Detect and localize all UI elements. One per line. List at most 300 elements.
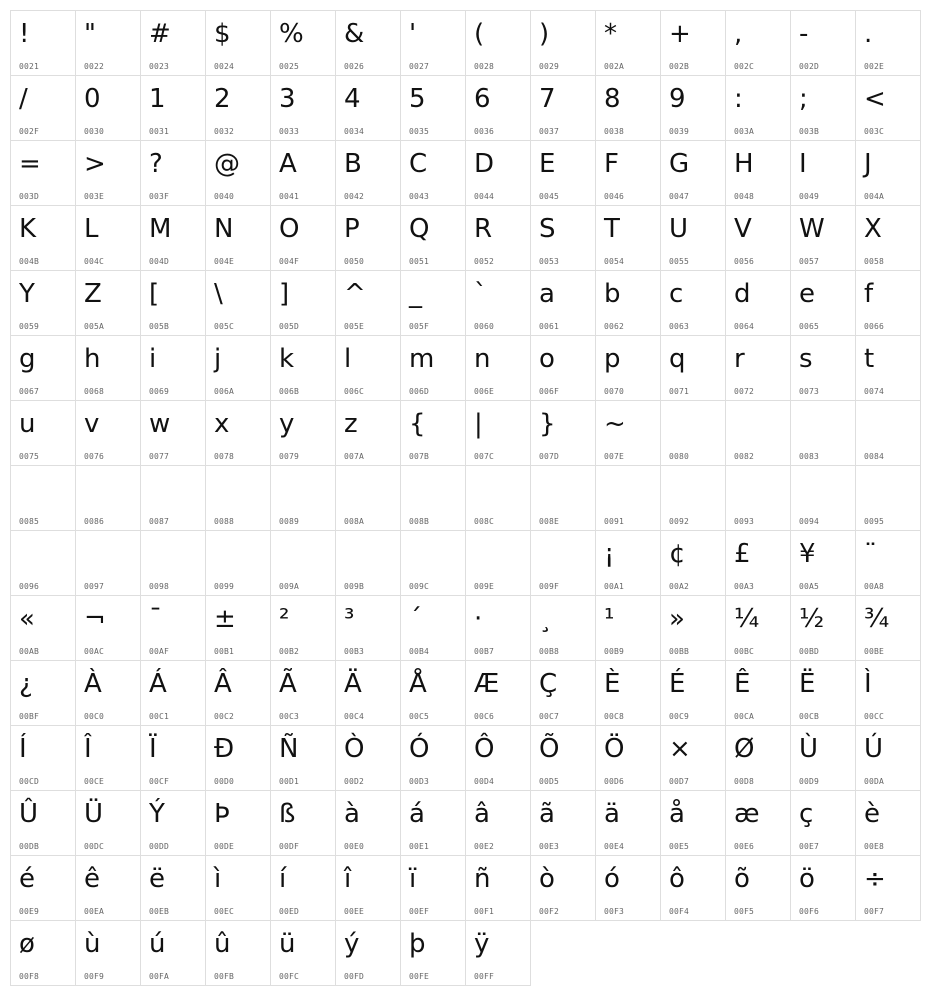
- glyph-codepoint: 0046: [604, 192, 625, 201]
- glyph-cell: [660, 855, 726, 921]
- glyph-character: ö: [799, 864, 815, 894]
- glyph-cell: [790, 855, 856, 921]
- glyph-codepoint: 0030: [84, 127, 105, 136]
- glyph-cell: [725, 140, 791, 206]
- glyph-cell: [660, 10, 726, 76]
- glyph-character: ³: [344, 604, 355, 634]
- glyph-cell: [205, 335, 271, 401]
- glyph-cell: [725, 10, 791, 76]
- glyph-cell: [855, 595, 921, 661]
- glyph-character: U: [669, 214, 689, 244]
- glyph-cell: [10, 205, 76, 271]
- glyph-codepoint: 0093: [734, 517, 755, 526]
- glyph-codepoint: 0031: [149, 127, 170, 136]
- glyph-codepoint: 0068: [84, 387, 105, 396]
- glyph-codepoint: 0032: [214, 127, 235, 136]
- glyph-character: ç: [799, 799, 814, 829]
- glyph-character: Ù: [799, 734, 819, 764]
- glyph-character: Ò: [344, 734, 365, 764]
- glyph-character: à: [344, 799, 360, 829]
- glyph-codepoint: 002C: [734, 62, 755, 71]
- glyph-cell: [595, 855, 661, 921]
- glyph-character: À: [84, 669, 102, 699]
- glyph-codepoint: 005E: [344, 322, 365, 331]
- glyph-codepoint: 00CF: [149, 777, 170, 786]
- glyph-character: ï: [409, 864, 417, 894]
- glyph-character: ~: [604, 409, 626, 439]
- glyph-codepoint: 00C6: [474, 712, 495, 721]
- glyph-character: «: [19, 604, 35, 634]
- glyph-codepoint: 00E4: [604, 842, 625, 851]
- glyph-cell: [205, 400, 271, 466]
- glyph-codepoint: 00B4: [409, 647, 430, 656]
- glyph-cell: [855, 205, 921, 271]
- glyph-character: }: [539, 409, 556, 439]
- glyph-cell: [530, 10, 596, 76]
- glyph-cell: [465, 465, 531, 531]
- glyph-character: C: [409, 149, 428, 179]
- glyph-codepoint: 002F: [19, 127, 40, 136]
- glyph-character: .: [864, 19, 873, 49]
- glyph-character: a: [539, 279, 555, 309]
- glyph-codepoint: 0043: [409, 192, 430, 201]
- glyph-cell: [725, 465, 791, 531]
- glyph-codepoint: 002A: [604, 62, 625, 71]
- glyph-character: û: [214, 929, 231, 959]
- glyph-character: Ú: [864, 734, 884, 764]
- glyph-character: e: [799, 279, 815, 309]
- glyph-character: ?: [149, 149, 163, 179]
- glyph-cell: [660, 270, 726, 336]
- glyph-character: Ñ: [279, 734, 299, 764]
- glyph-codepoint: 0075: [19, 452, 40, 461]
- glyph-character: å: [669, 799, 685, 829]
- glyph-character: D: [474, 149, 495, 179]
- glyph-codepoint: 007E: [604, 452, 625, 461]
- glyph-character: R: [474, 214, 493, 244]
- glyph-cell: [205, 660, 271, 726]
- glyph-character: X: [864, 214, 882, 244]
- glyph-cell: [400, 920, 466, 986]
- glyph-cell: [790, 530, 856, 596]
- glyph-cell: [335, 530, 401, 596]
- glyph-codepoint: 003B: [799, 127, 820, 136]
- glyph-character: n: [474, 344, 491, 374]
- glyph-cell: [790, 660, 856, 726]
- glyph-cell: [790, 595, 856, 661]
- glyph-codepoint: 00C4: [344, 712, 365, 721]
- glyph-character: `: [474, 279, 487, 309]
- glyph-codepoint: 00E9: [19, 907, 40, 916]
- glyph-codepoint: 003E: [84, 192, 105, 201]
- glyph-codepoint: 0071: [669, 387, 690, 396]
- glyph-codepoint: 00F1: [474, 907, 495, 916]
- glyph-codepoint: 0067: [19, 387, 40, 396]
- glyph-cell: [790, 140, 856, 206]
- glyph-character: Í: [19, 734, 27, 764]
- glyph-cell: [335, 270, 401, 336]
- glyph-character: 9: [669, 84, 686, 114]
- glyph-codepoint: 0026: [344, 62, 365, 71]
- glyph-character: 3: [279, 84, 296, 114]
- glyph-character: J: [864, 149, 872, 179]
- glyph-cell: [790, 10, 856, 76]
- glyph-codepoint: 00F2: [539, 907, 560, 916]
- glyph-cell: [400, 335, 466, 401]
- glyph-codepoint: 00CB: [799, 712, 820, 721]
- glyph-character: ): [539, 19, 550, 49]
- glyph-codepoint: 005A: [84, 322, 105, 331]
- glyph-cell: [790, 205, 856, 271]
- glyph-character: 2: [214, 84, 231, 114]
- glyph-cell: [465, 400, 531, 466]
- glyph-character: r: [734, 344, 745, 374]
- glyph-cell: [270, 465, 336, 531]
- glyph-cell: [205, 725, 271, 791]
- glyph-cell: [75, 335, 141, 401]
- glyph-cell: [140, 140, 206, 206]
- glyph-character: x: [214, 409, 230, 439]
- glyph-codepoint: 0091: [604, 517, 625, 526]
- glyph-codepoint: 00B9: [604, 647, 625, 656]
- glyph-cell: [855, 10, 921, 76]
- glyph-cell: [400, 530, 466, 596]
- glyph-cell: [270, 725, 336, 791]
- glyph-character: 4: [344, 84, 361, 114]
- glyph-cell: [75, 790, 141, 856]
- glyph-character: s: [799, 344, 813, 374]
- glyph-cell: [140, 595, 206, 661]
- glyph-cell: [205, 140, 271, 206]
- glyph-character: b: [604, 279, 621, 309]
- glyph-cell: [75, 10, 141, 76]
- glyph-character: Z: [84, 279, 102, 309]
- glyph-cell: [530, 335, 596, 401]
- glyph-cell: [140, 855, 206, 921]
- glyph-character: Ü: [84, 799, 104, 829]
- glyph-character: ÿ: [474, 929, 490, 959]
- glyph-cell: [335, 335, 401, 401]
- glyph-cell: [335, 595, 401, 661]
- glyph-codepoint: 00C0: [84, 712, 105, 721]
- glyph-character: f: [864, 279, 874, 309]
- glyph-character: ¢: [669, 539, 686, 569]
- glyph-codepoint: 00FD: [344, 972, 365, 981]
- glyph-codepoint: 0054: [604, 257, 625, 266]
- glyph-character: 8: [604, 84, 621, 114]
- glyph-codepoint: 00F4: [669, 907, 690, 916]
- glyph-codepoint: 003C: [864, 127, 885, 136]
- glyph-codepoint: 0080: [669, 452, 690, 461]
- glyph-codepoint: 0064: [734, 322, 755, 331]
- glyph-character: ¹: [604, 604, 615, 634]
- glyph-cell: [465, 595, 531, 661]
- glyph-codepoint: 00C5: [409, 712, 430, 721]
- glyph-cell: [790, 270, 856, 336]
- glyph-codepoint: 00D5: [539, 777, 560, 786]
- glyph-codepoint: 0065: [799, 322, 820, 331]
- glyph-cell: [790, 335, 856, 401]
- glyph-codepoint: 0096: [19, 582, 40, 591]
- glyph-codepoint: 0045: [539, 192, 560, 201]
- glyph-codepoint: 00E6: [734, 842, 755, 851]
- glyph-cell: [855, 465, 921, 531]
- glyph-codepoint: 0047: [669, 192, 690, 201]
- glyph-cell: [400, 855, 466, 921]
- glyph-codepoint: 00B1: [214, 647, 235, 656]
- glyph-character: T: [604, 214, 620, 244]
- glyph-character: [: [149, 279, 160, 309]
- glyph-codepoint: 0052: [474, 257, 495, 266]
- glyph-character: î: [344, 864, 352, 894]
- glyph-cell: [725, 530, 791, 596]
- glyph-cell: [725, 205, 791, 271]
- glyph-character: d: [734, 279, 751, 309]
- glyph-cell: [725, 75, 791, 141]
- glyph-cell: [530, 75, 596, 141]
- glyph-cell: [140, 10, 206, 76]
- glyph-cell: [400, 660, 466, 726]
- glyph-cell: [75, 725, 141, 791]
- glyph-cell: [270, 205, 336, 271]
- glyph-character: Û: [19, 799, 39, 829]
- glyph-cell: [205, 75, 271, 141]
- glyph-cell: [660, 75, 726, 141]
- glyph-character: Ï: [149, 734, 157, 764]
- glyph-cell: [465, 10, 531, 76]
- glyph-cell: [530, 400, 596, 466]
- glyph-character: j: [214, 344, 222, 374]
- glyph-cell: [75, 530, 141, 596]
- glyph-codepoint: 0033: [279, 127, 300, 136]
- glyph-cell: [400, 725, 466, 791]
- glyph-codepoint: 0035: [409, 127, 430, 136]
- glyph-character: I: [799, 149, 807, 179]
- glyph-cell: [140, 920, 206, 986]
- glyph-character: z: [344, 409, 358, 439]
- glyph-codepoint: 00BC: [734, 647, 755, 656]
- glyph-character: g: [19, 344, 36, 374]
- glyph-cell: [595, 75, 661, 141]
- glyph-character: ´: [409, 604, 422, 634]
- glyph-codepoint: 00E3: [539, 842, 560, 851]
- glyph-cell: [205, 920, 271, 986]
- glyph-character: ¼: [734, 604, 760, 634]
- glyph-codepoint: 0095: [864, 517, 885, 526]
- glyph-cell: [855, 400, 921, 466]
- glyph-cell: [790, 400, 856, 466]
- glyph-character: v: [84, 409, 100, 439]
- glyph-character: /: [19, 84, 28, 114]
- glyph-codepoint: 0098: [149, 582, 170, 591]
- glyph-codepoint: 00F9: [84, 972, 105, 981]
- glyph-character: N: [214, 214, 234, 244]
- glyph-codepoint: 0055: [669, 257, 690, 266]
- glyph-character: é: [19, 864, 35, 894]
- glyph-character: 7: [539, 84, 556, 114]
- glyph-codepoint: 0059: [19, 322, 40, 331]
- glyph-cell: [400, 10, 466, 76]
- glyph-cell: [790, 725, 856, 791]
- glyph-codepoint: 00EB: [149, 907, 170, 916]
- glyph-character: í: [279, 864, 287, 894]
- glyph-character: <: [864, 84, 886, 114]
- glyph-character: ñ: [474, 864, 491, 894]
- glyph-codepoint: 0027: [409, 62, 430, 71]
- glyph-cell: [465, 270, 531, 336]
- glyph-codepoint: 00D7: [669, 777, 690, 786]
- glyph-cell: [595, 725, 661, 791]
- glyph-cell: [10, 595, 76, 661]
- glyph-character: |: [474, 409, 483, 439]
- glyph-codepoint: 0029: [539, 62, 560, 71]
- glyph-codepoint: 006C: [344, 387, 365, 396]
- glyph-codepoint: 0044: [474, 192, 495, 201]
- glyph-codepoint: 00CA: [734, 712, 755, 721]
- glyph-codepoint: 0053: [539, 257, 560, 266]
- glyph-cell: [660, 140, 726, 206]
- glyph-codepoint: 00A1: [604, 582, 625, 591]
- glyph-character: Á: [149, 669, 167, 699]
- glyph-codepoint: 00DD: [149, 842, 170, 851]
- glyph-cell: [855, 660, 921, 726]
- glyph-codepoint: 0072: [734, 387, 755, 396]
- glyph-cell: [10, 660, 76, 726]
- glyph-codepoint: 009C: [409, 582, 430, 591]
- glyph-cell: [595, 335, 661, 401]
- glyph-cell: [140, 530, 206, 596]
- glyph-cell: [725, 660, 791, 726]
- glyph-cell: [335, 660, 401, 726]
- glyph-character: 6: [474, 84, 491, 114]
- glyph-character: Æ: [474, 669, 500, 699]
- glyph-cell: [335, 790, 401, 856]
- glyph-codepoint: 0074: [864, 387, 885, 396]
- glyph-cell: [465, 790, 531, 856]
- glyph-cell: [10, 140, 76, 206]
- glyph-codepoint: 00D4: [474, 777, 495, 786]
- glyph-codepoint: 006F: [539, 387, 560, 396]
- glyph-cell: [205, 465, 271, 531]
- glyph-codepoint: 0040: [214, 192, 235, 201]
- glyph-cell: [595, 205, 661, 271]
- glyph-codepoint: 0049: [799, 192, 820, 201]
- glyph-codepoint: 009A: [279, 582, 300, 591]
- glyph-codepoint: 00C2: [214, 712, 235, 721]
- glyph-codepoint: 00F5: [734, 907, 755, 916]
- glyph-codepoint: 002E: [864, 62, 885, 71]
- glyph-cell: [400, 400, 466, 466]
- glyph-cell: [270, 855, 336, 921]
- glyph-codepoint: 004F: [279, 257, 300, 266]
- glyph-cell: [595, 790, 661, 856]
- glyph-codepoint: 007C: [474, 452, 495, 461]
- glyph-codepoint: 002D: [799, 62, 820, 71]
- glyph-cell: [205, 790, 271, 856]
- glyph-cell: [595, 530, 661, 596]
- glyph-character: @: [214, 149, 240, 179]
- glyph-cell: [465, 530, 531, 596]
- glyph-codepoint: 009F: [539, 582, 560, 591]
- glyph-character: ·: [474, 604, 483, 634]
- glyph-cell: [725, 270, 791, 336]
- glyph-character: ã: [539, 799, 555, 829]
- glyph-character: ø: [19, 929, 35, 959]
- glyph-character: _: [409, 279, 422, 309]
- glyph-codepoint: 004A: [864, 192, 885, 201]
- glyph-cell: [270, 10, 336, 76]
- glyph-codepoint: 008C: [474, 517, 495, 526]
- glyph-character: ^: [344, 279, 366, 309]
- glyph-character: ë: [149, 864, 165, 894]
- glyph-character: !: [19, 19, 30, 49]
- glyph-cell: [75, 465, 141, 531]
- glyph-character: Å: [409, 669, 427, 699]
- glyph-codepoint: 0088: [214, 517, 235, 526]
- glyph-cell: [530, 790, 596, 856]
- glyph-character: {: [409, 409, 426, 439]
- glyph-codepoint: 0039: [669, 127, 690, 136]
- glyph-cell: [400, 140, 466, 206]
- glyph-codepoint: 00C1: [149, 712, 170, 721]
- glyph-codepoint: 0083: [799, 452, 820, 461]
- glyph-codepoint: 0076: [84, 452, 105, 461]
- glyph-cell: [335, 75, 401, 141]
- glyph-character: %: [279, 19, 304, 49]
- glyph-cell: [530, 270, 596, 336]
- glyph-character: ò: [539, 864, 555, 894]
- glyph-codepoint: 0062: [604, 322, 625, 331]
- glyph-cell: [75, 920, 141, 986]
- glyph-codepoint: 0094: [799, 517, 820, 526]
- glyph-character: »: [669, 604, 685, 634]
- glyph-codepoint: 00EE: [344, 907, 365, 916]
- glyph-character: =: [19, 149, 41, 179]
- glyph-codepoint: 005F: [409, 322, 430, 331]
- glyph-character: *: [604, 19, 617, 49]
- glyph-cell: [270, 595, 336, 661]
- glyph-character: Ì: [864, 669, 872, 699]
- glyph-cell: [335, 10, 401, 76]
- glyph-character: è: [864, 799, 880, 829]
- glyph-cell: [660, 465, 726, 531]
- glyph-cell: [790, 75, 856, 141]
- glyph-codepoint: 00AB: [19, 647, 40, 656]
- glyph-codepoint: 00EC: [214, 907, 235, 916]
- glyph-codepoint: 00E0: [344, 842, 365, 851]
- glyph-codepoint: 00DC: [84, 842, 105, 851]
- glyph-cell: [855, 725, 921, 791]
- glyph-codepoint: 00C9: [669, 712, 690, 721]
- glyph-cell: [660, 595, 726, 661]
- glyph-codepoint: 0087: [149, 517, 170, 526]
- glyph-cell: [75, 660, 141, 726]
- glyph-cell: [660, 530, 726, 596]
- glyph-codepoint: 00D1: [279, 777, 300, 786]
- glyph-character: :: [734, 84, 743, 114]
- glyph-cell: [855, 790, 921, 856]
- glyph-cell: [400, 75, 466, 141]
- glyph-codepoint: 00C3: [279, 712, 300, 721]
- glyph-codepoint: 0025: [279, 62, 300, 71]
- glyph-character: ": [84, 19, 96, 49]
- glyph-character: õ: [734, 864, 750, 894]
- glyph-cell: [595, 270, 661, 336]
- glyph-cell: [270, 335, 336, 401]
- glyph-character: 0: [84, 84, 101, 114]
- glyph-codepoint: 00B3: [344, 647, 365, 656]
- glyph-character: K: [19, 214, 37, 244]
